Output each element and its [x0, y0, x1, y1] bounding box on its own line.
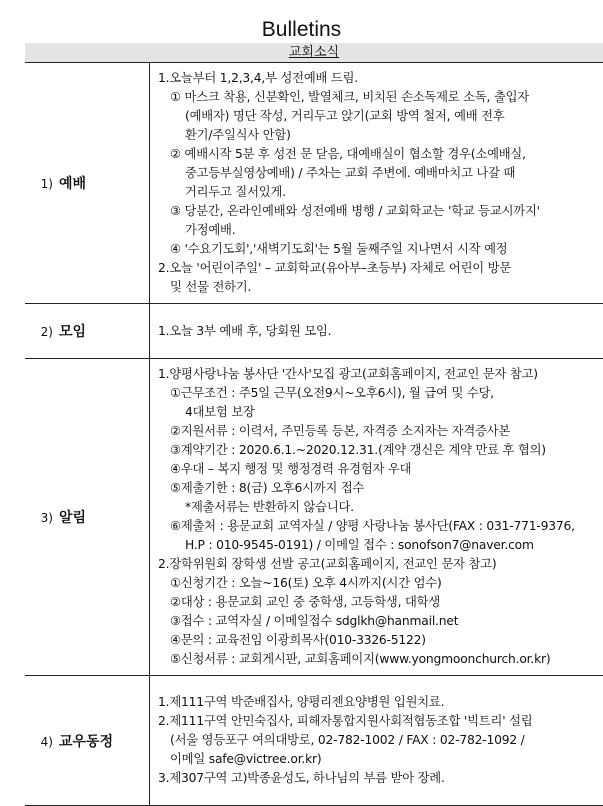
row-number: 4): [25, 735, 53, 749]
content-line: 4대보험 보장: [158, 403, 593, 422]
bulletin-table: [25, 62, 603, 806]
row-content: [150, 676, 603, 806]
bulletin-row: [25, 676, 603, 806]
content-line: 및 선물 전하기.: [158, 278, 593, 297]
content-line: ⑤신청서류 : 교회게시판, 교회홈페이지(www.yongmoonchurch.or.kr): [158, 650, 593, 669]
section-header: [25, 43, 603, 62]
content-line: ⑥제출처 : 용문교회 교역자실 / 양평 사랑나눔 봉사단(FAX : 031-771-9376,: [158, 517, 593, 536]
content-line: ④ '수요기도회','새벽기도회'는 5월 둘째주일 지나면서 시작 예정: [158, 240, 593, 259]
row-content: [150, 304, 603, 359]
row-title: 교우동정: [59, 734, 113, 750]
content-line: 1.오늘부터 1,2,3,4,부 성전예배 드림.: [158, 69, 593, 88]
page-title: Bulletins: [0, 18, 603, 42]
bulletin-row: [25, 359, 603, 676]
row-title: 예배: [59, 176, 86, 192]
row-label: [25, 359, 150, 676]
content-line: 1.양평사랑나눔 봉사단 '간사'모집 광고(교회홈페이지, 전교인 문자 참고): [158, 365, 593, 384]
content-line: *제출서류는 반환하지 않습니다.: [158, 498, 593, 517]
content-line: ③계약기간 : 2020.6.1.~2020.12.31.(계약 갱신은 계약 만료 후 협의): [158, 441, 593, 460]
row-number: 3): [25, 511, 53, 525]
content-line: 2.장학위원회 장학생 선발 공고(교회홈페이지, 전교인 문자 참고): [158, 555, 593, 574]
content-line: (서울 영등포구 여의대방로, 02-782-1002 / FAX : 02-782-1092 /: [158, 731, 593, 750]
content-line: 1.제111구역 박준배집사, 양평리젠요양병원 입원치료.: [158, 693, 593, 712]
row-number: 2): [25, 325, 53, 339]
content-line: ② 예배시작 5분 후 성전 문 닫음, 대예배실이 협소할 경우(소예배실,: [158, 145, 593, 164]
content-line: ③ 당분간, 온라인예배와 성전예배 병행 / 교회학교는 '학교 등교시까지': [158, 202, 593, 221]
row-label: [25, 63, 150, 304]
content-line: ②대상 : 용문교회 교인 중 중학생, 고등학생, 대학생: [158, 593, 593, 612]
content-line: ①근무조건 : 주5일 근무(오전9시~오후6시), 월 급여 및 수당,: [158, 384, 593, 403]
row-label: [25, 304, 150, 359]
bulletin-row: [25, 63, 603, 304]
row-content: [150, 63, 603, 304]
content-line: 2.오늘 '어린이주일' – 교회학교(유아부–초등부) 자체로 어린이 방문: [158, 259, 593, 278]
content-line: ⑤제출기한 : 8(금) 오후6시까지 접수: [158, 479, 593, 498]
row-title: 모임: [59, 324, 86, 340]
row-content: [150, 359, 603, 676]
row-number: 1): [25, 177, 53, 191]
row-title: 알림: [59, 510, 86, 526]
content-line: ① 마스크 착용, 신분확인, 발열체크, 비치된 손소독제로 소독, 출입자: [158, 88, 593, 107]
content-line: H.P : 010-9545-0191) / 이메일 접수 : sonofson7@naver.com: [158, 536, 593, 555]
content-line: (예배자) 명단 작성, 거리두고 앉기(교회 방역 철저, 예배 전후: [158, 107, 593, 126]
content-line: ③접수 : 교역자실 / 이메일접수 sdglkh@hanmail.net: [158, 612, 593, 631]
content-line: 1.오늘 3부 예배 후, 당회원 모임.: [158, 322, 593, 341]
content-line: 중고등부실영상예배) / 주차는 교회 주변에. 예배마치고 나갈 때: [158, 164, 593, 183]
content-line: 가정예배.: [158, 221, 593, 240]
content-line: 환기/주일식사 안함): [158, 126, 593, 145]
content-line: ④문의 : 교육전임 이광희목사(010-3326-5122): [158, 631, 593, 650]
content-line: 3.제307구역 고)박종윤성도, 하나님의 부름 받아 장례.: [158, 769, 593, 788]
bulletin-row: [25, 304, 603, 359]
section-header-text: 교회소식: [289, 45, 339, 60]
content-line: 거리두고 질서있게.: [158, 183, 593, 202]
content-line: 2.제111구역 안민숙집사, 피해자통합지원사회적협동조합 '빅트리' 설립: [158, 712, 593, 731]
row-label: [25, 676, 150, 806]
content-line: ④우대 – 복지 행정 및 행정경력 유경험자 우대: [158, 460, 593, 479]
content-line: ①신청기간 : 오늘~16(토) 오후 4시까지(시간 엄수): [158, 574, 593, 593]
content-line: ②지원서류 : 이력서, 주민등록 등본, 자격증 소지자는 자격증사본: [158, 422, 593, 441]
content-line: 이메일 safe@victree.or.kr): [158, 750, 593, 769]
